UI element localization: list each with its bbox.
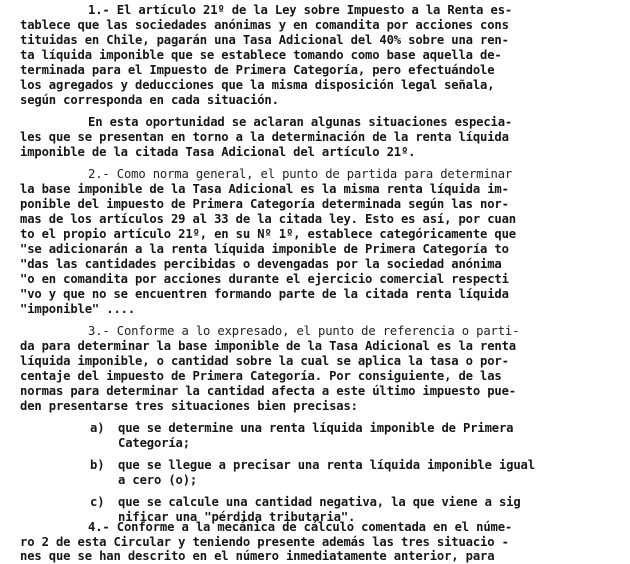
list-item-line: Categoría; <box>118 436 190 450</box>
text-line: ponible del impuesto de Primera Categoría determinada según las nor- <box>20 197 509 211</box>
text-line: "imponible" .... <box>20 302 135 316</box>
text-line: nes que se han descrito en el número inmediatamente anterior, para <box>20 549 495 563</box>
list-item-line: nificar una "pérdida tributaria". <box>118 510 356 524</box>
text-line: según corresponda en cada situación. <box>20 93 279 107</box>
text-line: "se adicionarán a la renta líquida imponible de Primera Categoría to <box>20 242 509 256</box>
list-item-line: que se calcule una cantidad negativa, la que viene a sig <box>118 495 521 509</box>
text-line: terminada para el Impuesto de Primera Categoría, pero efectuándole <box>20 63 495 77</box>
text-line: 3.- Conforme a lo expresado, el punto de referencia o parti- <box>88 324 520 338</box>
text-line: 4.- Conforme a la mecánica de cálculo comentada en el núme- <box>88 520 513 534</box>
text-line: normas para determinar la cantidad afecta a este último impuesto pue- <box>20 384 516 398</box>
text-line: to el propio artículo 21º, en su Nº 1º, establece categóricamente que <box>20 227 516 241</box>
list-item-line: que se llegue a precisar una renta líquida imponible igual <box>118 458 535 472</box>
text-line: ro 2 de esta Circular y teniendo presente además las tres situacio - <box>20 535 509 549</box>
text-line: tituidas en Chile, pagarán una Tasa Adicional del 40% sobre una ren- <box>20 33 509 47</box>
text-line: ta líquida imponible que se establece tomando como base aquella de- <box>20 48 502 62</box>
text-line: En esta oportunidad se aclaran algunas situaciones especia- <box>88 115 513 129</box>
text-line: "o en comandita por acciones durante el ejercicio comercial respecti <box>20 272 509 286</box>
text-line: la base imponible de la Tasa Adicional es la misma renta líquida im- <box>20 182 509 196</box>
list-item-line: que se determine una renta líquida imponible de Primera <box>118 421 514 435</box>
text-line: líquida imponible, o cantidad sobre la cual se aplica la tasa o por- <box>20 354 509 368</box>
text-line: les que se presentan en torno a la determinación de la renta líquida <box>20 130 509 144</box>
text-line: 2.- Como norma general, el punto de partida para determinar <box>88 167 513 181</box>
text-line: imponible de la citada Tasa Adicional del artículo 21º. <box>20 145 416 159</box>
text-line: "das las cantidades percibidas o devengadas por la sociedad anónima <box>20 257 502 271</box>
text-line: den presentarse tres situaciones bien precisas: <box>20 399 358 413</box>
text-line: "vo y que no se encuentren formando parte de la citada renta líquida <box>20 287 509 301</box>
list-marker: c) <box>90 495 105 509</box>
text-line: centaje del impuesto de Primera Categoría. Por consiguiente, de las <box>20 369 502 383</box>
list-marker: b) <box>90 458 105 472</box>
text-line: los agregados y deducciones que la misma disposición legal señala, <box>20 78 495 92</box>
text-line: mas de los artículos 29 al 33 de la citada ley. Esto es así, por cuan <box>20 212 516 226</box>
list-item-line: a cero (o); <box>118 473 198 487</box>
list-marker: a) <box>90 421 105 435</box>
text-line: 1.- El artículo 21º de la Ley sobre Impuesto a la Renta es- <box>88 3 513 17</box>
text-line: da para determinar la base imponible de la Tasa Adicional es la renta <box>20 339 516 353</box>
text-line: tablece que las sociedades anónimas y en comandita por acciones cons <box>20 18 509 32</box>
